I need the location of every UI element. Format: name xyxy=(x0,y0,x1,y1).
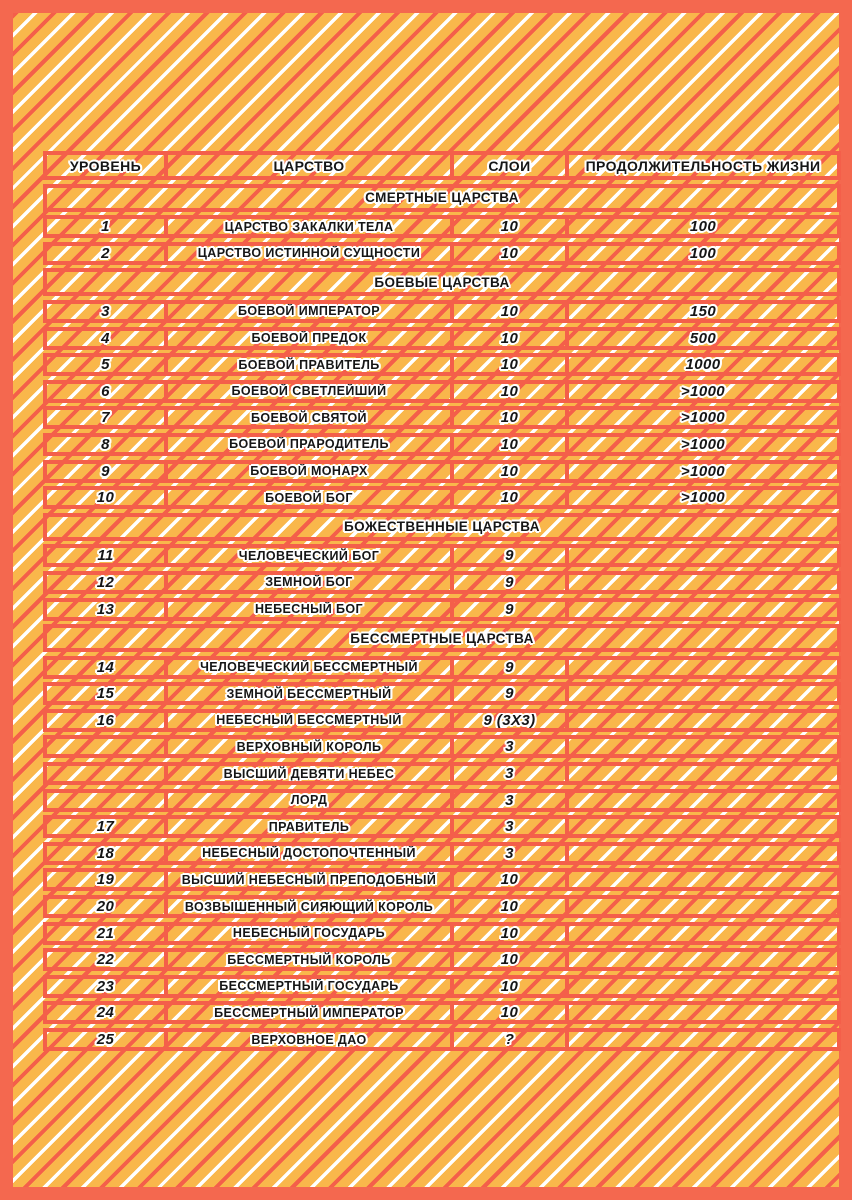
level-cell-text: 12 xyxy=(96,574,115,590)
realm-cell xyxy=(168,246,454,261)
header-level-label: УРОВЕНЬ xyxy=(69,157,142,174)
realm-cell-text: БОЕВОЙ БОГ xyxy=(265,490,353,505)
realm-cell-text: БОЕВОЙ МОНАРХ xyxy=(250,464,368,479)
realm-cell-text: БЕССМЕРТНЫЙ ИМПЕРАТОР xyxy=(214,1005,404,1020)
layers-cell xyxy=(454,246,569,261)
table-row xyxy=(43,895,841,918)
realm-cell-text: ВЕРХОВНЫЙ КОРОЛЬ xyxy=(236,739,382,754)
level-cell-text: 19 xyxy=(96,872,115,888)
level-cell xyxy=(47,793,168,808)
level-cell xyxy=(47,766,168,781)
lifespan-cell xyxy=(569,602,837,617)
realm-cell xyxy=(168,437,454,452)
section-title xyxy=(47,188,837,208)
layers-cell-text: 10 xyxy=(500,357,519,373)
level-cell-text: 21 xyxy=(96,925,115,941)
realm-cell-text: ЧЕЛОВЕЧЕСКИЙ БОГ xyxy=(238,548,380,563)
level-cell xyxy=(47,952,168,967)
section-row xyxy=(43,268,841,296)
layers-cell-text: 3 xyxy=(505,792,514,808)
lifespan-cell xyxy=(569,713,837,728)
table-row xyxy=(43,327,841,350)
realm-cell-text: ЦАРСТВО ИСТИННОЙ СУЩНОСТИ xyxy=(197,246,421,261)
realm-cell-text: ЗЕМНОЙ БОГ xyxy=(265,575,353,590)
lifespan-cell xyxy=(569,872,837,887)
layers-cell-text: 9 xyxy=(505,574,514,590)
table-row xyxy=(43,682,841,705)
realm-cell xyxy=(168,219,454,234)
realm-cell-text: БОЕВОЙ ПРАРОДИТЕЛЬ xyxy=(229,437,389,452)
layers-cell-text: 10 xyxy=(500,463,519,479)
realm-cell xyxy=(168,926,454,941)
layers-cell xyxy=(454,926,569,941)
level-cell xyxy=(47,602,168,617)
realm-cell-text: НЕБЕСНЫЙ БОГ xyxy=(254,602,364,616)
layers-cell-text: 3 xyxy=(505,739,514,755)
lifespan-cell xyxy=(569,1005,837,1020)
level-cell-text: 10 xyxy=(96,490,115,506)
realm-cell-text: БОЕВОЙ СВЕТЛЕЙШИЙ xyxy=(231,384,387,399)
header-cell-level xyxy=(47,155,168,176)
realm-cell-text: ВЫСШИЙ НЕБЕСНЫЙ ПРЕПОДОБНЫЙ xyxy=(181,872,437,887)
level-cell xyxy=(47,979,168,994)
layers-cell xyxy=(454,490,569,505)
table-row xyxy=(43,406,841,429)
level-cell-text: 3 xyxy=(101,303,110,319)
layers-cell-text: 10 xyxy=(500,330,519,346)
layers-cell xyxy=(454,1005,569,1020)
realm-cell-text: БОЕВОЙ СВЯТОЙ xyxy=(251,410,367,425)
layers-cell-text: 3 xyxy=(505,845,514,861)
table-row xyxy=(43,300,841,323)
layers-cell xyxy=(454,219,569,234)
table-row xyxy=(43,215,841,238)
level-cell xyxy=(47,899,168,914)
lifespan-cell xyxy=(569,899,837,914)
realm-cell-text: НЕБЕСНЫЙ ДОСТОПОЧТЕННЫЙ xyxy=(202,846,416,861)
level-cell-text: 9 xyxy=(101,463,110,479)
realm-cell xyxy=(168,766,454,781)
layers-cell xyxy=(454,899,569,914)
realm-cell-text: БОЕВОЙ ПРАВИТЕЛЬ xyxy=(238,357,380,372)
realm-cell xyxy=(168,1005,454,1020)
layers-cell-text: 3 xyxy=(505,766,514,782)
lifespan-cell-text: >1000 xyxy=(680,410,726,426)
level-cell xyxy=(47,464,168,479)
realm-cell xyxy=(168,357,454,372)
layers-cell xyxy=(454,548,569,563)
layers-cell xyxy=(454,575,569,590)
section-title-text: СМЕРТНЫЕ ЦАРСТВА xyxy=(365,190,519,206)
layers-cell-text: 10 xyxy=(500,872,519,888)
layers-cell xyxy=(454,357,569,372)
section-title-text: БОЖЕСТВЕННЫЕ ЦАРСТВА xyxy=(344,519,540,535)
lifespan-cell xyxy=(569,331,837,346)
level-cell xyxy=(47,713,168,728)
realm-cell xyxy=(168,660,454,675)
realm-cell xyxy=(168,793,454,808)
table-row xyxy=(43,762,841,785)
layers-cell-text: 9 xyxy=(505,659,514,675)
realm-cell-text: БОЕВОЙ ИМПЕРАТОР xyxy=(237,304,381,319)
header-cell-lifespan xyxy=(569,155,837,176)
layers-cell-text: 10 xyxy=(500,436,519,452)
level-cell xyxy=(47,331,168,346)
table-row xyxy=(43,789,841,812)
level-cell xyxy=(47,660,168,675)
layers-cell xyxy=(454,464,569,479)
lifespan-cell xyxy=(569,952,837,967)
realm-cell xyxy=(168,979,454,994)
realm-cell-text: НЕБЕСНЫЙ БЕССМЕРТНЫЙ xyxy=(216,713,402,728)
table-row xyxy=(43,815,841,838)
layers-cell xyxy=(454,602,569,617)
level-cell-text: 18 xyxy=(96,845,115,861)
realm-cell xyxy=(168,846,454,861)
realm-cell-text: ПРАВИТЕЛЬ xyxy=(268,819,350,834)
layers-cell xyxy=(454,872,569,887)
level-cell xyxy=(47,739,168,754)
realm-cell-text: БОЕВОЙ ПРЕДОК xyxy=(251,331,367,346)
layers-cell-text: 10 xyxy=(500,303,519,319)
section-row xyxy=(43,184,841,212)
level-cell-text: 5 xyxy=(101,357,110,373)
level-cell xyxy=(47,437,168,452)
level-cell xyxy=(47,548,168,563)
level-cell-text: 24 xyxy=(96,1005,115,1021)
lifespan-cell xyxy=(569,739,837,754)
level-cell xyxy=(47,872,168,887)
layers-cell-text: 10 xyxy=(500,978,519,994)
level-cell-text: 16 xyxy=(96,712,115,728)
header-realm-label: ЦАРСТВО xyxy=(273,157,345,174)
layers-cell-text: 10 xyxy=(500,1005,519,1021)
lifespan-cell-text: 100 xyxy=(689,219,717,235)
level-cell-text: 6 xyxy=(101,383,110,399)
realm-cell xyxy=(168,331,454,346)
section-row xyxy=(43,624,841,652)
layers-cell xyxy=(454,766,569,781)
realm-cell-text: БЕССМЕРТНЫЙ ГОСУДАРЬ xyxy=(219,979,399,994)
level-cell xyxy=(47,384,168,399)
table-row xyxy=(43,460,841,483)
section-row xyxy=(43,513,841,541)
level-cell xyxy=(47,219,168,234)
level-cell xyxy=(47,686,168,701)
lifespan-cell-text: >1000 xyxy=(680,383,726,399)
level-cell-text: 1 xyxy=(101,219,110,235)
lifespan-cell xyxy=(569,660,837,675)
lifespan-cell xyxy=(569,575,837,590)
header-cell-realm xyxy=(168,155,454,176)
realm-cell-text: ЧЕЛОВЕЧЕСКИЙ БЕССМЕРТНЫЙ xyxy=(200,660,418,675)
lifespan-cell xyxy=(569,410,837,425)
lifespan-cell xyxy=(569,1032,837,1047)
lifespan-cell xyxy=(569,246,837,261)
level-cell xyxy=(47,304,168,319)
layers-cell-text: 9 xyxy=(505,601,514,617)
realm-cell xyxy=(168,384,454,399)
layers-cell-text: 9 xyxy=(505,686,514,702)
layers-cell xyxy=(454,713,569,728)
layers-cell xyxy=(454,660,569,675)
level-cell xyxy=(47,1032,168,1047)
layers-cell xyxy=(454,686,569,701)
level-cell xyxy=(47,819,168,834)
layers-cell xyxy=(454,952,569,967)
realm-cell xyxy=(168,602,454,617)
layers-cell xyxy=(454,331,569,346)
lifespan-cell xyxy=(569,846,837,861)
table-row xyxy=(43,709,841,732)
level-cell-text: 8 xyxy=(101,436,110,452)
realm-cell xyxy=(168,952,454,967)
realm-cell-text: ВЫСШИЙ ДЕВЯТИ НЕБЕС xyxy=(223,766,395,781)
lifespan-cell xyxy=(569,979,837,994)
level-cell xyxy=(47,575,168,590)
realm-cell xyxy=(168,819,454,834)
lifespan-cell xyxy=(569,464,837,479)
table-row xyxy=(43,1001,841,1024)
level-cell xyxy=(47,357,168,372)
section-title xyxy=(47,517,837,537)
table-row xyxy=(43,868,841,891)
level-cell-text: 22 xyxy=(96,952,115,968)
level-cell-text: 25 xyxy=(96,1032,115,1047)
layers-cell xyxy=(454,979,569,994)
lifespan-cell-text: 500 xyxy=(689,330,717,346)
realm-cell-text: ВОЗВЫШЕННЫЙ СИЯЮЩИЙ КОРОЛЬ xyxy=(184,899,434,914)
header-lifespan-label: ПРОДОЛЖИТЕЛЬНОСТЬ ЖИЗНИ xyxy=(585,157,821,174)
lifespan-cell xyxy=(569,304,837,319)
table-row xyxy=(43,433,841,456)
table-row xyxy=(43,656,841,679)
level-cell-text: 14 xyxy=(96,659,115,675)
level-cell xyxy=(47,490,168,505)
layers-cell-text: 10 xyxy=(500,490,519,506)
layers-cell-text: ? xyxy=(504,1032,515,1047)
table-header-row xyxy=(43,151,841,180)
level-cell xyxy=(47,846,168,861)
header-cell-layers xyxy=(454,155,569,176)
layers-cell-text: 3 xyxy=(505,819,514,835)
layers-cell-text: 9 xyxy=(505,548,514,564)
layers-cell xyxy=(454,1032,569,1047)
lifespan-cell-text: 100 xyxy=(689,245,717,261)
section-title-text: БОЕВЫЕ ЦАРСТВА xyxy=(374,274,510,290)
layers-cell xyxy=(454,437,569,452)
realm-cell xyxy=(168,410,454,425)
lifespan-cell xyxy=(569,819,837,834)
table-row xyxy=(43,571,841,594)
layers-cell-text: 10 xyxy=(500,383,519,399)
realm-cell xyxy=(168,872,454,887)
realm-cell xyxy=(168,686,454,701)
level-cell-text: 13 xyxy=(96,601,115,617)
layers-cell xyxy=(454,304,569,319)
lifespan-cell xyxy=(569,219,837,234)
realm-cell xyxy=(168,1032,454,1047)
level-cell-text: 2 xyxy=(101,245,110,261)
table-row xyxy=(43,975,841,998)
lifespan-cell xyxy=(569,548,837,563)
lifespan-cell xyxy=(569,384,837,399)
table-row xyxy=(43,486,841,509)
layers-cell-text: 9 (3X3) xyxy=(483,712,536,728)
layers-cell xyxy=(454,793,569,808)
level-cell xyxy=(47,246,168,261)
layers-cell-text: 10 xyxy=(500,925,519,941)
level-cell xyxy=(47,1005,168,1020)
level-cell-text: 7 xyxy=(101,410,110,426)
lifespan-cell-text: >1000 xyxy=(680,463,726,479)
level-cell-text: 23 xyxy=(96,978,115,994)
level-cell xyxy=(47,926,168,941)
layers-cell-text: 10 xyxy=(500,899,519,915)
realm-cell xyxy=(168,575,454,590)
table-row xyxy=(43,544,841,567)
lifespan-cell-text: >1000 xyxy=(680,490,726,506)
table-row xyxy=(43,842,841,865)
lifespan-cell-text: >1000 xyxy=(680,436,726,452)
level-cell-text: 17 xyxy=(96,819,115,835)
lifespan-cell xyxy=(569,766,837,781)
level-cell-text: 20 xyxy=(96,899,115,915)
table-row xyxy=(43,1028,841,1051)
realm-cell xyxy=(168,899,454,914)
section-title xyxy=(47,628,837,648)
lifespan-cell xyxy=(569,793,837,808)
lifespan-cell xyxy=(569,490,837,505)
table-row xyxy=(43,598,841,621)
layers-cell-text: 10 xyxy=(500,245,519,261)
table-row xyxy=(43,735,841,758)
level-cell-text: 11 xyxy=(97,548,114,564)
table-row xyxy=(43,353,841,376)
realm-cell xyxy=(168,548,454,563)
level-cell xyxy=(47,410,168,425)
layers-cell-text: 10 xyxy=(500,219,519,235)
realm-cell xyxy=(168,304,454,319)
realm-cell xyxy=(168,739,454,754)
realm-cell-text: ЦАРСТВО ЗАКАЛКИ ТЕЛА xyxy=(224,219,394,234)
realm-cell-text: ЛОРД xyxy=(290,793,328,808)
level-cell-text: 4 xyxy=(101,330,110,346)
lifespan-cell xyxy=(569,926,837,941)
table-row xyxy=(43,922,841,945)
lifespan-cell-text: 150 xyxy=(689,303,717,319)
section-title xyxy=(47,272,837,292)
realm-cell xyxy=(168,490,454,505)
realm-cell-text: БЕССМЕРТНЫЙ КОРОЛЬ xyxy=(227,952,391,967)
layers-cell-text: 10 xyxy=(500,410,519,426)
realm-cell-text: НЕБЕСНЫЙ ГОСУДАРЬ xyxy=(232,926,386,941)
table-row xyxy=(43,242,841,265)
layers-cell xyxy=(454,846,569,861)
layers-cell xyxy=(454,739,569,754)
layers-cell-text: 10 xyxy=(500,952,519,968)
table-row xyxy=(43,380,841,403)
section-title-text: БЕССМЕРТНЫЕ ЦАРСТВА xyxy=(350,630,534,646)
realm-cell xyxy=(168,464,454,479)
realm-cell-text: ВЕРХОВНОЕ ДАО xyxy=(251,1032,367,1047)
level-cell-text: 15 xyxy=(96,686,115,702)
table-row xyxy=(43,948,841,971)
realm-cell-text: ЗЕМНОЙ БЕССМЕРТНЫЙ xyxy=(226,686,392,701)
realms-table xyxy=(43,151,841,1055)
lifespan-cell xyxy=(569,686,837,701)
lifespan-cell xyxy=(569,357,837,372)
realm-cell xyxy=(168,713,454,728)
lifespan-cell xyxy=(569,437,837,452)
layers-cell xyxy=(454,384,569,399)
lifespan-cell-text: 1000 xyxy=(685,357,721,373)
layers-cell xyxy=(454,819,569,834)
header-layers-label: СЛОИ xyxy=(488,157,531,174)
table-body xyxy=(43,184,841,1051)
layers-cell xyxy=(454,410,569,425)
